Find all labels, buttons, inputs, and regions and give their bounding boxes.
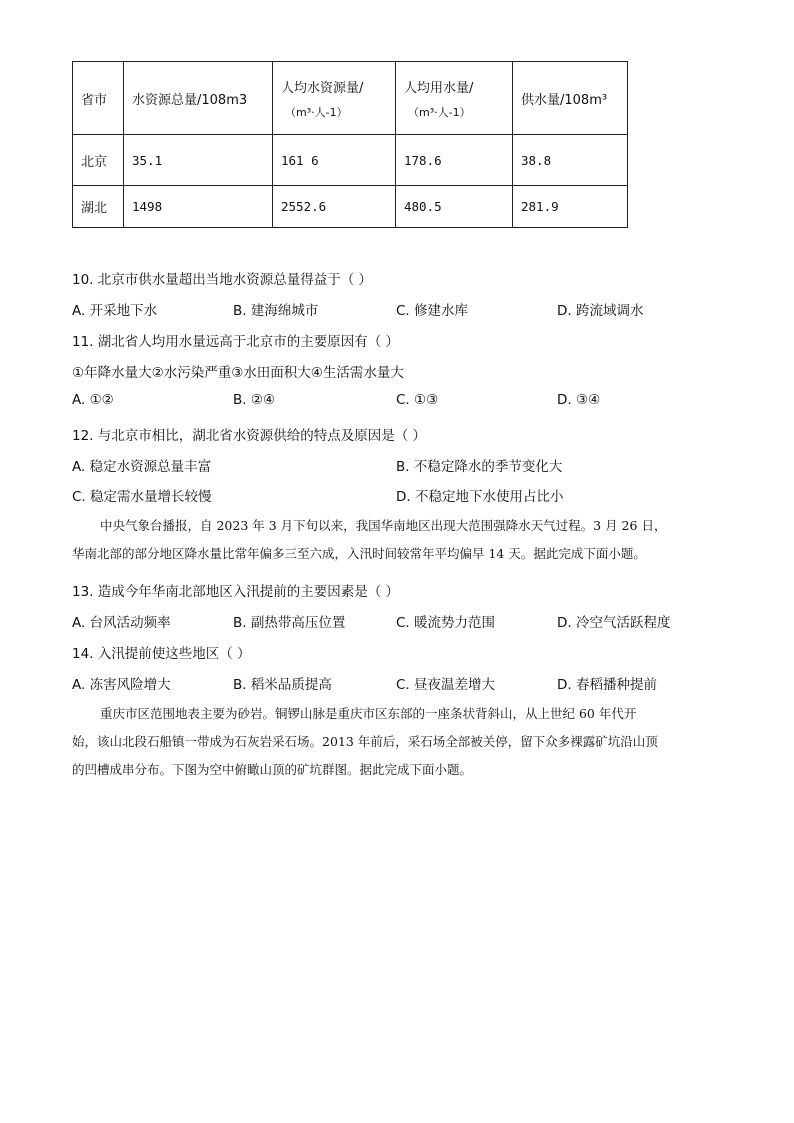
q11-option-a: A. ①② [72,392,114,408]
q12-option-b: B. 不稳定降水的季节变化大 [396,459,563,475]
passage-weather-line2: 华南北部的部分地区降水量比常年偏多三至六成，入汛时间较常年平均偏早 14 天。据此完成下面小题。 [72,546,646,561]
table-row [73,135,628,186]
cell-supply: 281.9 [513,186,628,228]
header-per-capita-use [396,62,513,135]
q12-option-a: A. 稳定水资源总量丰富 [72,459,212,475]
header-total: 水资源总量/108m3 [124,62,273,135]
q12-option-c: C. 稳定需水量增长较慢 [72,489,212,505]
question-14-stem: 14. 入汛提前使这些地区（ ） [72,646,251,662]
water-resources-table [72,61,628,228]
cell-supply: 38.8 [513,135,628,186]
cell-per-capita-resources: 2552.6 [273,186,396,228]
question-12-stem: 12. 与北京市相比，湖北省水资源供给的特点及原因是（ ） [72,428,427,444]
q14-option-a: A. 冻害风险增大 [72,677,171,693]
cell-total: 35.1 [124,135,273,186]
q13-option-d: D. 冷空气活跃程度 [557,615,671,631]
passage-chongqing-line3: 的凹槽成串分布。下图为空中俯瞰山顶的矿坑群图。据此完成下面小题。 [72,762,473,777]
q11-option-d: D. ③④ [557,392,601,408]
passage-weather [72,512,722,568]
cell-per-capita-use: 480.5 [396,186,513,228]
passage-chongqing-line1: 重庆市区范围地表主要为砂岩。铜锣山脉是重庆市区东部的一座条状背斜山，从上世纪 60 年代开 [100,706,637,721]
cell-total: 1498 [124,186,273,228]
cell-per-capita-use: 178.6 [396,135,513,186]
header-per-capita-resources [273,62,396,135]
passage-chongqing-line2: 始，该山北段石船镇一带成为石灰岩采石场。2013 年前后，采石场全部被关停，留下众多裸露矿坑沿山顶 [72,734,658,749]
table-row [73,186,628,228]
table-header-row [73,62,628,135]
q12-option-d: D. 不稳定地下水使用占比小 [396,489,564,505]
header-per-capita-use-line2: （m³·人-1） [408,105,471,119]
q14-option-c: C. 昼夜温差增大 [396,677,496,693]
q13-option-a: A. 台风活动频率 [72,615,171,631]
header-supply: 供水量/108m³ [513,62,628,135]
q13-option-b: B. 副热带高压位置 [233,615,346,631]
header-per-capita-resources-line1: 人均水资源量/ [281,80,364,96]
question-13-stem: 13. 造成今年华南北部地区入汛提前的主要因素是（ ） [72,584,400,600]
cell-province: 北京 [73,135,124,186]
q14-option-d: D. 春稻播种提前 [557,677,657,693]
cell-province: 湖北 [73,186,124,228]
header-province: 省市 [73,62,124,135]
passage-chongqing [72,700,722,784]
question-11-items: ①年降水量大②水污染严重③水田面积大④生活需水量大 [72,365,404,381]
header-per-capita-resources-line2: （m³·人-1） [285,105,348,119]
cell-per-capita-resources: 161 6 [273,135,396,186]
header-per-capita-use-line1: 人均用水量/ [404,80,474,96]
q10-option-b: B. 建海绵城市 [233,303,319,319]
q11-option-b: B. ②④ [233,392,276,408]
q10-option-d: D. 跨流域调水 [557,303,644,319]
q11-option-c: C. ①③ [396,392,439,408]
passage-weather-line1: 中央气象台播报，自 2023 年 3 月下旬以来，我国华南地区出现大范围强降水天气过程。3 月 26 日， [100,518,667,533]
question-10-stem: 10. 北京市供水量超出当地水资源总量得益于（ ） [72,272,373,288]
question-11-stem: 11. 湖北省人均用水量远高于北京市的主要原因有（ ） [72,334,400,350]
q14-option-b: B. 稻米品质提高 [233,677,332,693]
q10-option-c: C. 修建水库 [396,303,469,319]
q10-option-a: A. 开采地下水 [72,303,158,319]
q13-option-c: C. 暖流势力范围 [396,615,496,631]
